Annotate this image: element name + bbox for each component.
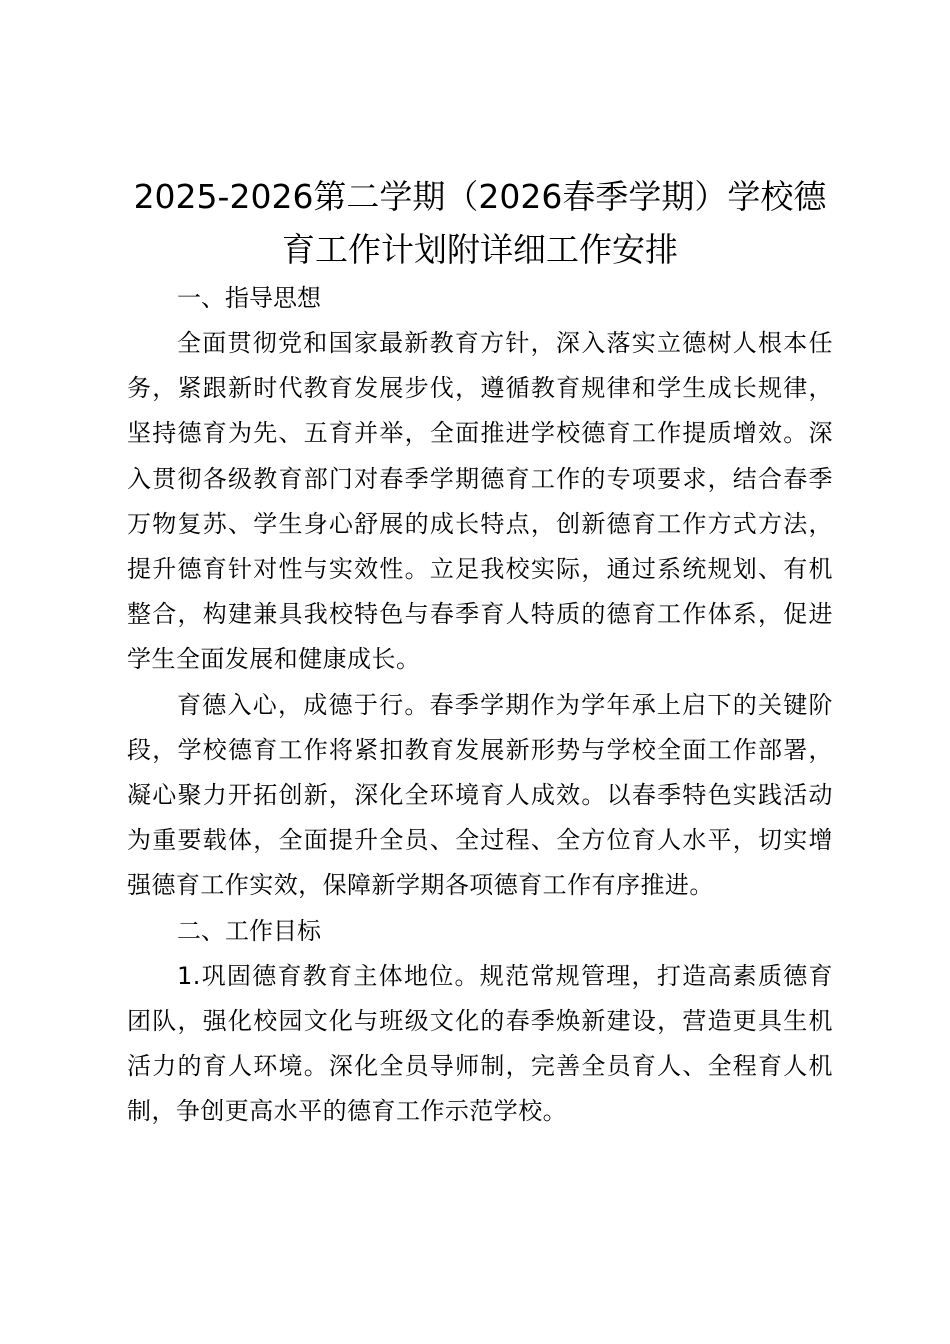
document-title: 2025-2026第二学期（2026春季学期）学校德育工作计划附详细工作安排 (133, 177, 827, 269)
section-heading: 一、指导思想 (177, 284, 321, 312)
paragraph: 全面贯彻党和国家最新教育方针，深入落实立德树人根本任务，紧跟新时代教育发展步伐，遵循教育规律和学生成长规律，坚持德育为先、五育并举，全面推进学校德育工作提质增效。深入贯彻各级教育部门对春季学期德育工作的专项要求，结合春季万物复苏、学生身心舒展的成长特点，创新德育工作方式方法，提升德育针对性与实效性。立足我校实际，通过系统规划、有机整合，构建兼具我校特色与春季育人特质的德育工作体系，促进学生全面发展和健康成长。 (127, 329, 833, 674)
section-work-goals (127, 909, 833, 1135)
paragraph: 1.巩固德育教育主体地位。规范常规管理，打造高素质德育团队，强化校园文化与班级文化的春季焕新建设，营造更具生机活力的育人环境。深化全员导师制，完善全员育人、全程育人机制，争创更高水平的德育工作示范学校。 (127, 961, 833, 1126)
document-page (127, 170, 833, 1134)
section-guiding-ideology (127, 276, 833, 909)
paragraph: 育德入心，成德于行。春季学期作为学年承上启下的关键阶段，学校德育工作将紧扣教育发展新形势与学校全面工作部署，凝心聚力开拓创新，深化全环境育人成效。以春季特色实践活动为重要载体，全面提升全员、全过程、全方位育人水平，切实增强德育工作实效，保障新学期各项德育工作有序推进。 (127, 690, 833, 900)
section-heading: 二、工作目标 (177, 916, 321, 945)
